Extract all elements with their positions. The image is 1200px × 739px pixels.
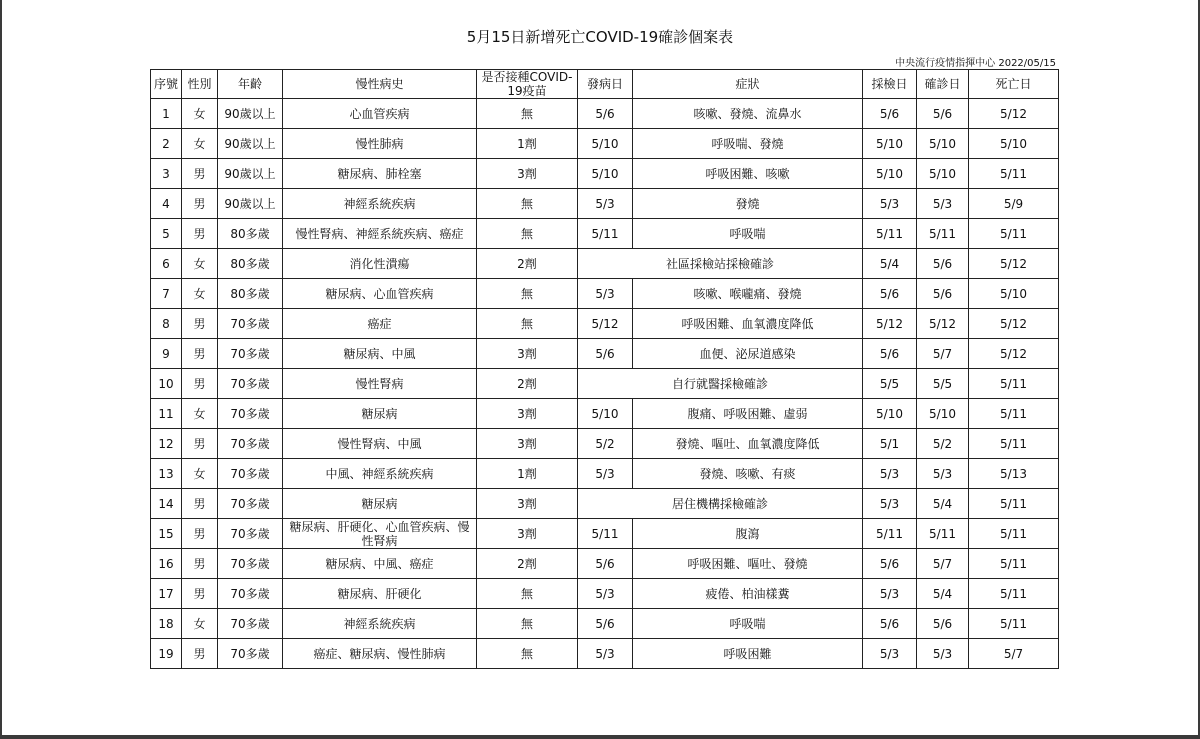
source-note: 中央流行疫情指揮中心 2022/05/15 xyxy=(895,58,1056,69)
cell-sex: 男 xyxy=(182,549,218,579)
cell-vaccine: 1劑 xyxy=(477,129,578,159)
cell-serial: 8 xyxy=(151,309,182,339)
cell-serial: 7 xyxy=(151,279,182,309)
cell-confirm-date: 5/10 xyxy=(917,159,969,189)
table-row xyxy=(151,159,1059,189)
cell-age: 70多歲 xyxy=(218,579,283,609)
cell-detection-route: 居住機構採檢確診 xyxy=(578,489,863,519)
cell-test-date: 5/3 xyxy=(863,189,917,219)
cell-onset-date: 5/2 xyxy=(578,429,633,459)
cell-vaccine: 1劑 xyxy=(477,459,578,489)
cell-vaccine: 無 xyxy=(477,99,578,129)
cell-chronic-history: 慢性肺病 xyxy=(283,129,477,159)
cell-age: 80多歲 xyxy=(218,219,283,249)
cell-symptoms: 呼吸喘、發燒 xyxy=(633,129,863,159)
cell-death-date: 5/11 xyxy=(969,549,1059,579)
cell-death-date: 5/12 xyxy=(969,309,1059,339)
cell-serial: 3 xyxy=(151,159,182,189)
cell-serial: 16 xyxy=(151,549,182,579)
cell-chronic-history: 神經系統疾病 xyxy=(283,609,477,639)
cell-chronic-history: 癌症 xyxy=(283,309,477,339)
cell-death-date: 5/11 xyxy=(969,159,1059,189)
cell-death-date: 5/12 xyxy=(969,249,1059,279)
cell-death-date: 5/11 xyxy=(969,489,1059,519)
cell-vaccine: 3劑 xyxy=(477,159,578,189)
cell-onset-date: 5/10 xyxy=(578,159,633,189)
cell-onset-date: 5/3 xyxy=(578,459,633,489)
cell-onset-date: 5/3 xyxy=(578,579,633,609)
table-row xyxy=(151,519,1059,549)
cell-death-date: 5/11 xyxy=(969,219,1059,249)
cell-detection-route: 社區採檢站採檢確診 xyxy=(578,249,863,279)
cell-death-date: 5/12 xyxy=(969,339,1059,369)
cell-test-date: 5/5 xyxy=(863,369,917,399)
cell-chronic-history: 糖尿病 xyxy=(283,489,477,519)
cell-serial: 14 xyxy=(151,489,182,519)
cell-chronic-history: 神經系統疾病 xyxy=(283,189,477,219)
cell-age: 90歲以上 xyxy=(218,189,283,219)
cell-symptoms: 呼吸困難、血氧濃度降低 xyxy=(633,309,863,339)
cell-confirm-date: 5/7 xyxy=(917,549,969,579)
cell-serial: 13 xyxy=(151,459,182,489)
table-row xyxy=(151,489,1059,519)
cell-age: 70多歲 xyxy=(218,549,283,579)
cell-test-date: 5/6 xyxy=(863,339,917,369)
cell-symptoms: 呼吸喘 xyxy=(633,219,863,249)
cell-vaccine: 無 xyxy=(477,309,578,339)
cell-chronic-history: 慢性腎病、中風 xyxy=(283,429,477,459)
header-cell: 死亡日 xyxy=(969,70,1059,99)
cell-age: 80多歲 xyxy=(218,279,283,309)
header-cell: 採檢日 xyxy=(863,70,917,99)
table-row xyxy=(151,339,1059,369)
cell-confirm-date: 5/3 xyxy=(917,189,969,219)
cell-chronic-history: 消化性潰瘍 xyxy=(283,249,477,279)
cell-death-date: 5/10 xyxy=(969,279,1059,309)
cell-confirm-date: 5/10 xyxy=(917,399,969,429)
cell-test-date: 5/11 xyxy=(863,519,917,549)
cell-sex: 男 xyxy=(182,429,218,459)
cell-death-date: 5/10 xyxy=(969,129,1059,159)
cell-symptoms: 疲倦、柏油樣糞 xyxy=(633,579,863,609)
cell-sex: 男 xyxy=(182,639,218,669)
cell-chronic-history: 慢性腎病 xyxy=(283,369,477,399)
cell-vaccine: 3劑 xyxy=(477,429,578,459)
cell-age: 70多歲 xyxy=(218,489,283,519)
cell-chronic-history: 心血管疾病 xyxy=(283,99,477,129)
cell-serial: 17 xyxy=(151,579,182,609)
cell-vaccine: 2劑 xyxy=(477,249,578,279)
header-cell: 序號 xyxy=(151,70,182,99)
cell-sex: 男 xyxy=(182,159,218,189)
cell-age: 70多歲 xyxy=(218,369,283,399)
cell-serial: 18 xyxy=(151,609,182,639)
cell-sex: 女 xyxy=(182,279,218,309)
cell-death-date: 5/11 xyxy=(969,369,1059,399)
table-row xyxy=(151,249,1059,279)
cell-sex: 女 xyxy=(182,399,218,429)
cell-confirm-date: 5/6 xyxy=(917,279,969,309)
cell-symptoms: 發燒、嘔吐、血氧濃度降低 xyxy=(633,429,863,459)
cell-chronic-history: 糖尿病、中風 xyxy=(283,339,477,369)
cell-vaccine: 無 xyxy=(477,639,578,669)
cell-chronic-history: 中風、神經系統疾病 xyxy=(283,459,477,489)
cell-serial: 1 xyxy=(151,99,182,129)
cell-age: 70多歲 xyxy=(218,429,283,459)
cell-test-date: 5/4 xyxy=(863,249,917,279)
cell-detection-route: 自行就醫採檢確診 xyxy=(578,369,863,399)
cell-test-date: 5/1 xyxy=(863,429,917,459)
cell-sex: 女 xyxy=(182,249,218,279)
cell-serial: 12 xyxy=(151,429,182,459)
cell-onset-date: 5/10 xyxy=(578,129,633,159)
cell-symptoms: 發燒 xyxy=(633,189,863,219)
cell-test-date: 5/12 xyxy=(863,309,917,339)
header-cell: 確診日 xyxy=(917,70,969,99)
table-row xyxy=(151,429,1059,459)
cell-serial: 19 xyxy=(151,639,182,669)
header-cell: 年齡 xyxy=(218,70,283,99)
cell-chronic-history: 糖尿病、肺栓塞 xyxy=(283,159,477,189)
table-row xyxy=(151,639,1059,669)
cell-age: 80多歲 xyxy=(218,249,283,279)
cell-test-date: 5/10 xyxy=(863,399,917,429)
cell-confirm-date: 5/4 xyxy=(917,489,969,519)
cell-confirm-date: 5/4 xyxy=(917,579,969,609)
cell-chronic-history: 糖尿病、肝硬化、心血管疾病、慢性腎病 xyxy=(283,519,477,549)
cell-death-date: 5/7 xyxy=(969,639,1059,669)
cell-vaccine: 3劑 xyxy=(477,399,578,429)
cell-death-date: 5/11 xyxy=(969,429,1059,459)
cell-onset-date: 5/3 xyxy=(578,639,633,669)
cell-death-date: 5/12 xyxy=(969,99,1059,129)
cell-sex: 男 xyxy=(182,489,218,519)
cell-test-date: 5/6 xyxy=(863,279,917,309)
header-cell: 是否接種COVID-19疫苗 xyxy=(477,70,578,99)
cell-symptoms: 呼吸困難、嘔吐、發燒 xyxy=(633,549,863,579)
cell-age: 70多歲 xyxy=(218,399,283,429)
cell-serial: 15 xyxy=(151,519,182,549)
cell-sex: 女 xyxy=(182,459,218,489)
cell-chronic-history: 癌症、糖尿病、慢性肺病 xyxy=(283,639,477,669)
table-row xyxy=(151,549,1059,579)
cell-vaccine: 無 xyxy=(477,579,578,609)
cell-confirm-date: 5/11 xyxy=(917,219,969,249)
cell-symptoms: 呼吸喘 xyxy=(633,609,863,639)
cell-symptoms: 咳嗽、喉嚨痛、發燒 xyxy=(633,279,863,309)
cell-symptoms: 呼吸困難 xyxy=(633,639,863,669)
cell-test-date: 5/10 xyxy=(863,159,917,189)
cell-age: 90歲以上 xyxy=(218,159,283,189)
cell-sex: 男 xyxy=(182,579,218,609)
cell-test-date: 5/11 xyxy=(863,219,917,249)
table-row xyxy=(151,99,1059,129)
cell-age: 70多歲 xyxy=(218,309,283,339)
cell-onset-date: 5/10 xyxy=(578,399,633,429)
viewer-frame-bottom xyxy=(0,735,1200,739)
cell-confirm-date: 5/6 xyxy=(917,249,969,279)
cell-onset-date: 5/3 xyxy=(578,279,633,309)
cell-confirm-date: 5/3 xyxy=(917,639,969,669)
cell-vaccine: 3劑 xyxy=(477,339,578,369)
cell-age: 70多歲 xyxy=(218,519,283,549)
table-row xyxy=(151,459,1059,489)
cell-confirm-date: 5/10 xyxy=(917,129,969,159)
cell-serial: 4 xyxy=(151,189,182,219)
cell-vaccine: 無 xyxy=(477,279,578,309)
cell-serial: 5 xyxy=(151,219,182,249)
cell-age: 70多歲 xyxy=(218,609,283,639)
header-cell: 性別 xyxy=(182,70,218,99)
cell-sex: 男 xyxy=(182,219,218,249)
cell-sex: 女 xyxy=(182,609,218,639)
cell-death-date: 5/11 xyxy=(969,609,1059,639)
cell-death-date: 5/9 xyxy=(969,189,1059,219)
table-row xyxy=(151,279,1059,309)
cell-sex: 男 xyxy=(182,309,218,339)
cell-symptoms: 腹瀉 xyxy=(633,519,863,549)
cell-test-date: 5/6 xyxy=(863,99,917,129)
death-case-table xyxy=(150,69,1059,669)
cell-vaccine: 2劑 xyxy=(477,369,578,399)
cell-age: 70多歲 xyxy=(218,639,283,669)
cell-sex: 男 xyxy=(182,189,218,219)
cell-symptoms: 腹痛、呼吸困難、虛弱 xyxy=(633,399,863,429)
cell-vaccine: 無 xyxy=(477,189,578,219)
cell-sex: 男 xyxy=(182,369,218,399)
cell-death-date: 5/11 xyxy=(969,519,1059,549)
table-row xyxy=(151,579,1059,609)
cell-confirm-date: 5/6 xyxy=(917,609,969,639)
cell-symptoms: 血便、泌尿道感染 xyxy=(633,339,863,369)
cell-chronic-history: 糖尿病、中風、癌症 xyxy=(283,549,477,579)
table-row xyxy=(151,129,1059,159)
cell-confirm-date: 5/2 xyxy=(917,429,969,459)
cell-onset-date: 5/6 xyxy=(578,339,633,369)
table-row xyxy=(151,369,1059,399)
cell-chronic-history: 慢性腎病、神經系統疾病、癌症 xyxy=(283,219,477,249)
header-cell: 發病日 xyxy=(578,70,633,99)
cell-test-date: 5/3 xyxy=(863,579,917,609)
cell-age: 90歲以上 xyxy=(218,129,283,159)
cell-vaccine: 3劑 xyxy=(477,519,578,549)
cell-sex: 男 xyxy=(182,339,218,369)
cell-sex: 女 xyxy=(182,99,218,129)
cell-test-date: 5/6 xyxy=(863,549,917,579)
table-header-row xyxy=(151,70,1059,99)
cell-test-date: 5/3 xyxy=(863,459,917,489)
header-cell: 症狀 xyxy=(633,70,863,99)
cell-onset-date: 5/3 xyxy=(578,189,633,219)
cell-sex: 男 xyxy=(182,519,218,549)
cell-confirm-date: 5/3 xyxy=(917,459,969,489)
cell-vaccine: 無 xyxy=(477,609,578,639)
cell-symptoms: 咳嗽、發燒、流鼻水 xyxy=(633,99,863,129)
cell-confirm-date: 5/12 xyxy=(917,309,969,339)
cell-vaccine: 無 xyxy=(477,219,578,249)
cell-confirm-date: 5/6 xyxy=(917,99,969,129)
cell-vaccine: 2劑 xyxy=(477,549,578,579)
viewer-frame-left xyxy=(0,0,2,739)
cell-age: 70多歲 xyxy=(218,459,283,489)
cell-symptoms: 呼吸困難、咳嗽 xyxy=(633,159,863,189)
cell-onset-date: 5/12 xyxy=(578,309,633,339)
cell-serial: 2 xyxy=(151,129,182,159)
cell-serial: 10 xyxy=(151,369,182,399)
cell-onset-date: 5/6 xyxy=(578,549,633,579)
table-row xyxy=(151,609,1059,639)
header-cell: 慢性病史 xyxy=(283,70,477,99)
cell-onset-date: 5/11 xyxy=(578,219,633,249)
table-row xyxy=(151,399,1059,429)
cell-serial: 6 xyxy=(151,249,182,279)
cell-death-date: 5/11 xyxy=(969,579,1059,609)
cell-symptoms: 發燒、咳嗽、有痰 xyxy=(633,459,863,489)
cell-test-date: 5/6 xyxy=(863,609,917,639)
cell-chronic-history: 糖尿病、肝硬化 xyxy=(283,579,477,609)
cell-chronic-history: 糖尿病、心血管疾病 xyxy=(283,279,477,309)
cell-age: 70多歲 xyxy=(218,339,283,369)
cell-onset-date: 5/6 xyxy=(578,609,633,639)
cell-vaccine: 3劑 xyxy=(477,489,578,519)
cell-confirm-date: 5/7 xyxy=(917,339,969,369)
cell-death-date: 5/11 xyxy=(969,399,1059,429)
cell-death-date: 5/13 xyxy=(969,459,1059,489)
cell-serial: 11 xyxy=(151,399,182,429)
cell-chronic-history: 糖尿病 xyxy=(283,399,477,429)
cell-test-date: 5/3 xyxy=(863,639,917,669)
cell-age: 90歲以上 xyxy=(218,99,283,129)
cell-test-date: 5/3 xyxy=(863,489,917,519)
table-row xyxy=(151,309,1059,339)
table-row xyxy=(151,219,1059,249)
cell-confirm-date: 5/5 xyxy=(917,369,969,399)
cell-onset-date: 5/6 xyxy=(578,99,633,129)
cell-sex: 女 xyxy=(182,129,218,159)
cell-onset-date: 5/11 xyxy=(578,519,633,549)
document-title: 5月15日新增死亡COVID-19確診個案表 xyxy=(466,28,734,46)
cell-test-date: 5/10 xyxy=(863,129,917,159)
cell-confirm-date: 5/11 xyxy=(917,519,969,549)
table-row xyxy=(151,189,1059,219)
cell-serial: 9 xyxy=(151,339,182,369)
